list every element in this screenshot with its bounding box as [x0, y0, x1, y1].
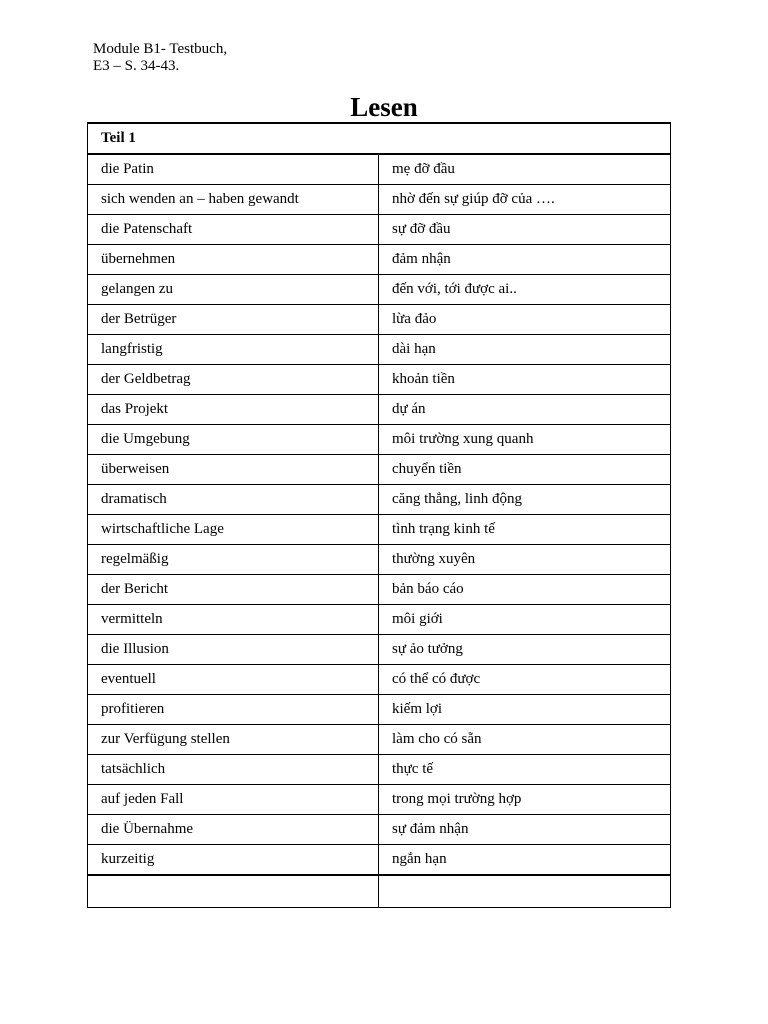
vietnamese-translation: dự án: [379, 395, 671, 425]
document-header: [93, 41, 227, 75]
vietnamese-translation: môi giới: [379, 605, 671, 635]
table-row: [88, 365, 671, 395]
german-term: vermitteln: [88, 605, 379, 635]
vietnamese-translation: làm cho có sẵn: [379, 725, 671, 755]
german-term: gelangen zu: [88, 275, 379, 305]
table-row: [88, 725, 671, 755]
table-row: [88, 275, 671, 305]
vietnamese-translation: kiếm lợi: [379, 695, 671, 725]
german-term: die Patin: [88, 154, 379, 185]
table-row: [88, 755, 671, 785]
vietnamese-translation: thường xuyên: [379, 545, 671, 575]
table-row: [88, 154, 671, 185]
vietnamese-translation: thực tế: [379, 755, 671, 785]
vietnamese-translation: trong mọi trường hợp: [379, 785, 671, 815]
german-term: sich wenden an – haben gewandt: [88, 185, 379, 215]
vietnamese-translation: căng thẳng, linh động: [379, 485, 671, 515]
vietnamese-translation: khoản tiền: [379, 365, 671, 395]
table-row: [88, 335, 671, 365]
vietnamese-translation: chuyển tiền: [379, 455, 671, 485]
german-term: der Bericht: [88, 575, 379, 605]
table-row: [88, 455, 671, 485]
table-row: [88, 185, 671, 215]
german-term: übernehmen: [88, 245, 379, 275]
german-term: tatsächlich: [88, 755, 379, 785]
empty-row: [88, 875, 671, 908]
vietnamese-translation: [379, 875, 671, 908]
vietnamese-translation: bản báo cáo: [379, 575, 671, 605]
table-row: [88, 665, 671, 695]
vietnamese-translation: đảm nhận: [379, 245, 671, 275]
german-term: der Geldbetrag: [88, 365, 379, 395]
table-row: [88, 785, 671, 815]
table-row: [88, 635, 671, 665]
table-row: [88, 305, 671, 335]
vietnamese-translation: mẹ đỡ đầu: [379, 154, 671, 185]
table-row: [88, 395, 671, 425]
german-term: die Übernahme: [88, 815, 379, 845]
german-term: wirtschaftliche Lage: [88, 515, 379, 545]
table-row: [88, 845, 671, 876]
german-term: überweisen: [88, 455, 379, 485]
german-term: kurzeitig: [88, 845, 379, 876]
vietnamese-translation: dài hạn: [379, 335, 671, 365]
german-term: dramatisch: [88, 485, 379, 515]
table-row: [88, 815, 671, 845]
vietnamese-translation: nhờ đến sự giúp đỡ của ….: [379, 185, 671, 215]
vietnamese-translation: sự đảm nhận: [379, 815, 671, 845]
vietnamese-translation: sự đỡ đầu: [379, 215, 671, 245]
vietnamese-translation: đến với, tới được ai..: [379, 275, 671, 305]
german-term: auf jeden Fall: [88, 785, 379, 815]
table-row: [88, 575, 671, 605]
german-term: langfristig: [88, 335, 379, 365]
german-term: profitieren: [88, 695, 379, 725]
vietnamese-translation: tình trạng kinh tế: [379, 515, 671, 545]
header-line-2: E3 – S. 34-43.: [93, 58, 180, 74]
german-term: regelmäßig: [88, 545, 379, 575]
section-heading: Teil 1: [88, 123, 671, 154]
vocabulary-table: [87, 122, 671, 908]
table-row: [88, 695, 671, 725]
vietnamese-translation: lừa đảo: [379, 305, 671, 335]
table-row: [88, 215, 671, 245]
table-row: [88, 425, 671, 455]
vietnamese-translation: có thể có được: [379, 665, 671, 695]
german-term: zur Verfügung stellen: [88, 725, 379, 755]
table-row: [88, 245, 671, 275]
german-term: eventuell: [88, 665, 379, 695]
vietnamese-translation: sự ảo tưởng: [379, 635, 671, 665]
german-term: der Betrüger: [88, 305, 379, 335]
german-term: die Patenschaft: [88, 215, 379, 245]
table-row: [88, 485, 671, 515]
german-term: die Umgebung: [88, 425, 379, 455]
vietnamese-translation: ngắn hạn: [379, 845, 671, 876]
section-row: [88, 123, 671, 154]
table-row: [88, 605, 671, 635]
german-term: die Illusion: [88, 635, 379, 665]
table-row: [88, 545, 671, 575]
table-row: [88, 515, 671, 545]
page-title: Lesen: [350, 92, 418, 122]
vietnamese-translation: môi trường xung quanh: [379, 425, 671, 455]
german-term: [88, 875, 379, 908]
german-term: das Projekt: [88, 395, 379, 425]
header-line-1: Module B1- Testbuch,: [93, 41, 228, 57]
